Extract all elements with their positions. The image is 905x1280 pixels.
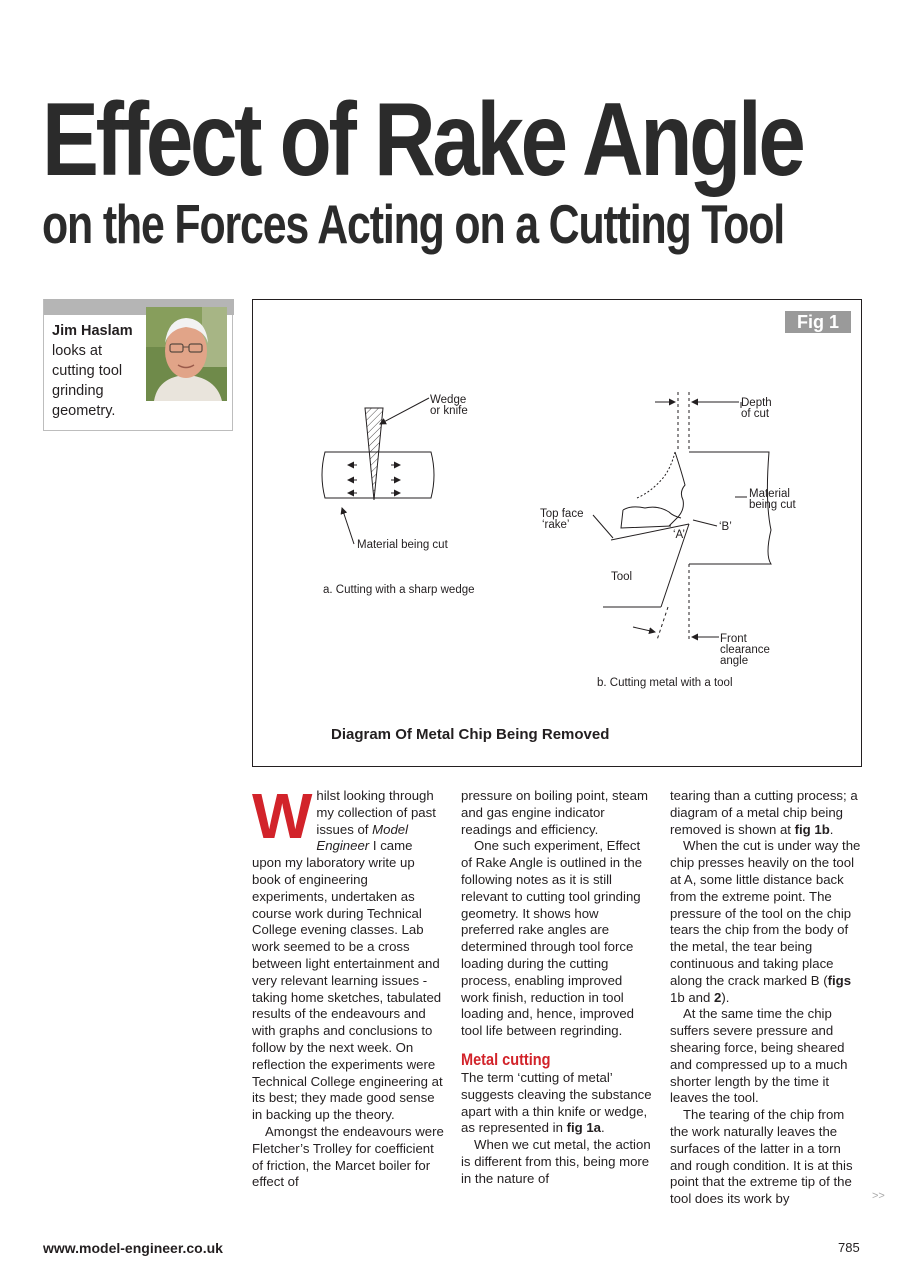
- label-front-line3: angle: [720, 655, 749, 667]
- label-top-face-line2: ‘rake’: [542, 519, 570, 531]
- tool-diagram: [593, 392, 771, 642]
- label-material-b-line1: Material: [749, 488, 790, 500]
- wedge-diagram: [322, 398, 434, 544]
- col2-paragraph-1: pressure on boiling point, steam and gas engine indicator readings and efficiency.: [461, 788, 648, 837]
- author-name: Jim Haslam: [52, 323, 133, 339]
- caption-fig-1b: b. Cutting metal with a tool: [597, 677, 733, 689]
- col2-paragraph-4: When we cut metal, the action is different from this, being more in the nature of: [461, 1137, 651, 1186]
- author-blurb: looks at cutting tool grinding geometry.: [52, 343, 123, 419]
- author-box: [43, 299, 233, 431]
- figure-reference: fig 1b: [794, 821, 830, 837]
- figure-1: [252, 299, 862, 767]
- caption-fig-1a: a. Cutting with a sharp wedge: [323, 584, 475, 596]
- col3-paragraph-1: tearing than a cutting process; a diagram of a metal chip being removed is shown at fig 1b.: [670, 788, 858, 837]
- label-front-line2: clearance: [720, 644, 770, 656]
- text-column-1: [252, 780, 444, 1191]
- article-title: Effect of Rake Angle: [42, 82, 803, 198]
- col3-paragraph-2: When the cut is under way the chip presses heavily on the tool at A, some little distance back from the extreme point. The pressure of the tool on the chip tears the chip from the body of the metal, the tear being continuous and taking place along the crack marked B (figs 1b and 2).: [670, 838, 861, 1005]
- label-material-a: Material being cut: [357, 539, 448, 551]
- text-column-3: [670, 788, 862, 1208]
- label-point-b: ‘B’: [719, 521, 732, 533]
- label-depth-line2: of cut: [741, 408, 770, 420]
- label-top-face-line1: Top face: [540, 508, 584, 520]
- label-front-line1: Front: [720, 633, 747, 645]
- drop-cap: W: [252, 780, 313, 852]
- col3-paragraph-4: The tearing of the chip from the work naturally leaves the surfaces of the latter in a torn and rough condition. It is at this point that the extreme tip of the tool does its work by: [670, 1107, 853, 1207]
- text-column-2: [461, 788, 653, 1188]
- label-wedge-line1: Wedge: [430, 394, 467, 406]
- footer-url[interactable]: www.model-engineer.co.uk: [43, 1240, 223, 1256]
- label-tool: Tool: [611, 571, 633, 583]
- figure-caption: Diagram Of Metal Chip Being Removed: [331, 726, 610, 743]
- metal-chip-diagram: [253, 300, 861, 766]
- label-material-b-line2: being cut: [749, 499, 796, 511]
- col3-paragraph-3: At the same time the chip suffers severe pressure and shearing force, being sheared and compressed up to a much shorter length by the time it leaves the tool.: [670, 1006, 848, 1106]
- page-number: 785: [838, 1240, 860, 1255]
- col1-paragraph-1: Whilst looking through my collection of past issues of Model Engineer I came upon my laboratory write up book of engineering experiments, undertaken as course work during Technical College evening classes. Lab work seemed to be a cross between light entertainment and very relevant learning issues - taking home sketches, tabulated results of the endeavours and with graphs and conclusions to follow by the next week. On reflection the experiments were Technical College engineering at its best; they made good sense in backing up the theory.: [252, 780, 443, 1123]
- label-depth-line1: Depth: [741, 397, 772, 409]
- author-photo: [146, 307, 227, 401]
- col2-paragraph-3: The term ‘cutting of metal’ suggests cleaving the substance apart with a thin knife or wedge, as represented in fig 1a.: [461, 1069, 652, 1136]
- article-subtitle: on the Forces Acting on a Cutting Tool: [42, 193, 784, 255]
- figure-badge: Fig 1: [785, 311, 851, 333]
- section-heading: Metal cutting: [461, 1050, 551, 1069]
- figure-reference: fig 1a: [566, 1120, 602, 1136]
- figure-reference: 2: [714, 989, 722, 1005]
- figure-reference: figs: [827, 972, 852, 988]
- label-point-a: ‘A’: [673, 529, 685, 541]
- col1-paragraph-2: Amongst the endeavours were Fletcher’s Trolley for coefficient of friction, the Marcet boiler for effect of: [252, 1123, 444, 1190]
- col2-paragraph-2: One such experiment, Effect of Rake Angle is outlined in the following notes as it is still relevant to cutting tool grinding geometry. It shows how preferred rake angles are determined through tool force loading during the cutting process, enabling improved work finish, reduction in tool loading and, hence, improved tool life between regrinding.: [461, 838, 643, 1039]
- author-byline: [52, 321, 147, 421]
- continued-arrows: >>: [872, 1190, 885, 1202]
- label-wedge-line2: or knife: [430, 405, 468, 417]
- publication-name: Model Engineer: [316, 821, 409, 854]
